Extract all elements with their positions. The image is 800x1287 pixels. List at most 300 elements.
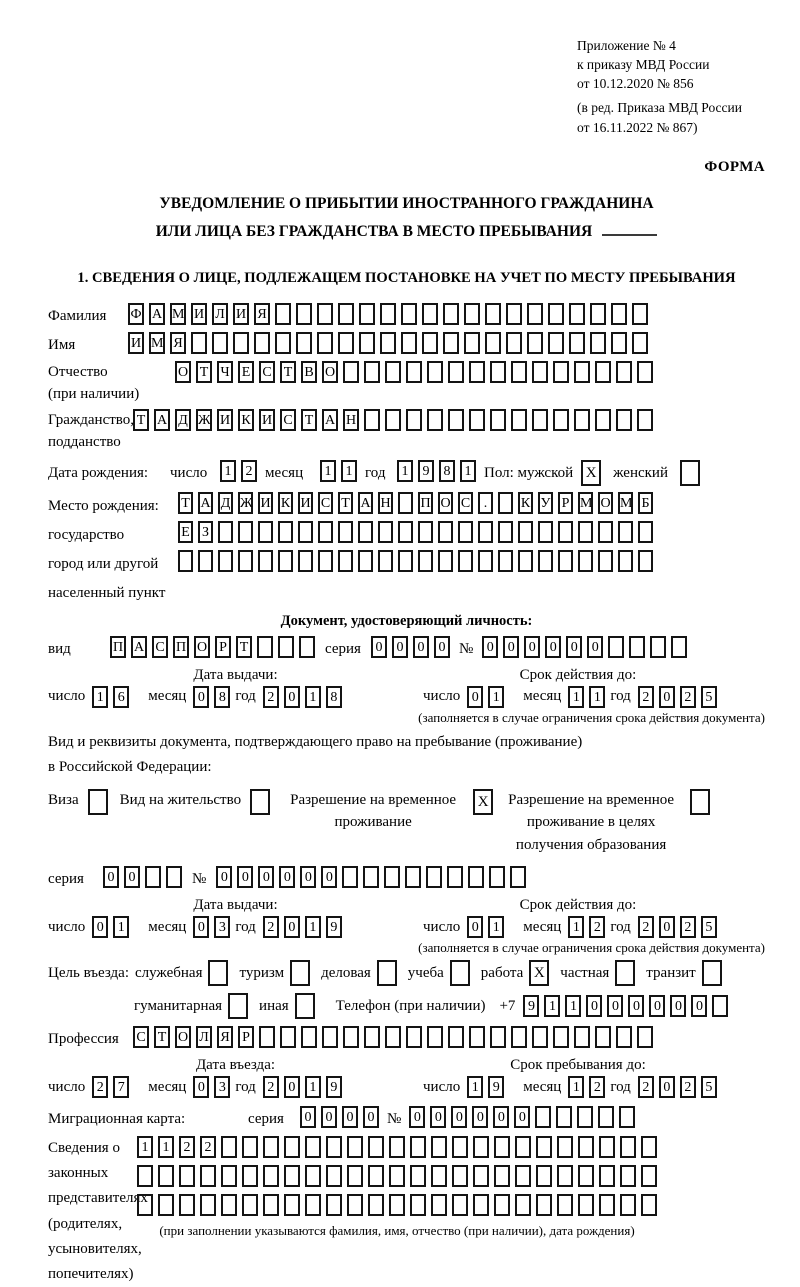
char-cell[interactable]: 1 [113, 916, 129, 938]
char-cell[interactable]: И [191, 303, 207, 325]
purpose-inaya-checkbox[interactable] [295, 993, 315, 1019]
char-cell[interactable]: 0 [659, 1076, 675, 1098]
char-cell[interactable] [629, 636, 645, 658]
char-cell[interactable]: 0 [586, 995, 602, 1017]
char-cell[interactable] [452, 1136, 468, 1158]
char-cell[interactable]: 1 [220, 460, 236, 482]
char-cell[interactable]: 0 [124, 866, 140, 888]
char-cell[interactable] [616, 409, 632, 431]
char-cell[interactable] [574, 1026, 590, 1048]
char-cell[interactable]: 1 [488, 686, 504, 708]
temporary-residence-education-checkbox[interactable] [690, 789, 710, 815]
char-cell[interactable] [380, 303, 396, 325]
char-cell[interactable]: 8 [214, 686, 230, 708]
char-cell[interactable] [318, 521, 333, 543]
char-cell[interactable] [200, 1194, 216, 1216]
char-cell[interactable] [443, 332, 459, 354]
char-cell[interactable] [527, 332, 543, 354]
char-cell[interactable] [464, 332, 480, 354]
char-cell[interactable] [275, 303, 291, 325]
char-cell[interactable] [426, 866, 442, 888]
char-cell[interactable] [556, 1106, 572, 1128]
char-cell[interactable] [284, 1165, 300, 1187]
char-cell[interactable] [406, 361, 422, 383]
char-cell[interactable] [347, 1165, 363, 1187]
char-cell[interactable] [254, 332, 270, 354]
char-cell[interactable]: Т [236, 636, 252, 658]
char-cell[interactable] [317, 303, 333, 325]
char-cell[interactable]: О [598, 492, 613, 514]
char-cell[interactable]: 6 [113, 686, 129, 708]
char-cell[interactable]: 0 [434, 636, 450, 658]
char-cell[interactable]: 1 [92, 686, 108, 708]
char-cell[interactable] [368, 1194, 384, 1216]
char-cell[interactable] [494, 1136, 510, 1158]
char-cell[interactable]: С [318, 492, 333, 514]
char-cell[interactable] [478, 550, 493, 572]
char-cell[interactable]: М [149, 332, 165, 354]
char-cell[interactable] [611, 303, 627, 325]
char-cell[interactable] [557, 1194, 573, 1216]
char-cell[interactable] [473, 1194, 489, 1216]
char-cell[interactable] [536, 1136, 552, 1158]
char-cell[interactable]: 2 [263, 916, 279, 938]
char-cell[interactable]: М [578, 492, 593, 514]
char-cell[interactable]: И [217, 409, 233, 431]
char-cell[interactable] [318, 550, 333, 572]
char-cell[interactable]: Т [178, 492, 193, 514]
char-cell[interactable]: 0 [284, 916, 300, 938]
char-cell[interactable]: 5 [701, 686, 717, 708]
char-cell[interactable]: 0 [413, 636, 429, 658]
char-cell[interactable] [145, 866, 161, 888]
char-cell[interactable] [364, 1026, 380, 1048]
char-cell[interactable]: 0 [321, 1106, 337, 1128]
char-cell[interactable] [427, 1026, 443, 1048]
char-cell[interactable] [137, 1165, 153, 1187]
visa-checkbox[interactable] [88, 789, 108, 815]
char-cell[interactable]: П [418, 492, 433, 514]
char-cell[interactable] [200, 1165, 216, 1187]
char-cell[interactable] [447, 866, 463, 888]
char-cell[interactable]: О [322, 361, 338, 383]
char-cell[interactable] [590, 303, 606, 325]
char-cell[interactable]: 7 [113, 1076, 129, 1098]
char-cell[interactable]: О [438, 492, 453, 514]
char-cell[interactable] [538, 550, 553, 572]
char-cell[interactable]: 3 [214, 916, 230, 938]
char-cell[interactable] [458, 550, 473, 572]
char-cell[interactable]: 3 [214, 1076, 230, 1098]
char-cell[interactable]: С [280, 409, 296, 431]
char-cell[interactable]: И [259, 409, 275, 431]
char-cell[interactable]: 0 [103, 866, 119, 888]
char-cell[interactable] [578, 550, 593, 572]
char-cell[interactable]: А [358, 492, 373, 514]
char-cell[interactable]: 2 [589, 1076, 605, 1098]
char-cell[interactable]: 0 [284, 686, 300, 708]
char-cell[interactable]: 0 [493, 1106, 509, 1128]
char-cell[interactable]: 0 [193, 916, 209, 938]
char-cell[interactable] [343, 361, 359, 383]
char-cell[interactable] [712, 995, 728, 1017]
char-cell[interactable] [380, 332, 396, 354]
char-cell[interactable]: Р [238, 1026, 254, 1048]
char-cell[interactable] [398, 492, 413, 514]
char-cell[interactable]: 0 [237, 866, 253, 888]
char-cell[interactable] [506, 332, 522, 354]
char-cell[interactable] [548, 303, 564, 325]
char-cell[interactable] [301, 1026, 317, 1048]
char-cell[interactable] [358, 550, 373, 572]
char-cell[interactable] [284, 1136, 300, 1158]
char-cell[interactable]: М [618, 492, 633, 514]
char-cell[interactable] [598, 521, 613, 543]
char-cell[interactable]: Я [217, 1026, 233, 1048]
char-cell[interactable] [511, 361, 527, 383]
char-cell[interactable] [637, 409, 653, 431]
char-cell[interactable]: К [518, 492, 533, 514]
char-cell[interactable] [443, 303, 459, 325]
char-cell[interactable]: 0 [467, 686, 483, 708]
char-cell[interactable] [619, 1106, 635, 1128]
char-cell[interactable] [347, 1194, 363, 1216]
char-cell[interactable] [326, 1165, 342, 1187]
char-cell[interactable] [242, 1194, 258, 1216]
char-cell[interactable] [427, 409, 443, 431]
char-cell[interactable] [515, 1194, 531, 1216]
char-cell[interactable] [511, 1026, 527, 1048]
char-cell[interactable]: П [173, 636, 189, 658]
char-cell[interactable] [632, 332, 648, 354]
char-cell[interactable] [535, 1106, 551, 1128]
char-cell[interactable]: 0 [300, 1106, 316, 1128]
char-cell[interactable] [473, 1136, 489, 1158]
char-cell[interactable] [298, 521, 313, 543]
char-cell[interactable] [305, 1136, 321, 1158]
char-cell[interactable] [364, 409, 380, 431]
char-cell[interactable]: 0 [649, 995, 665, 1017]
char-cell[interactable]: И [128, 332, 144, 354]
char-cell[interactable] [263, 1194, 279, 1216]
char-cell[interactable] [527, 303, 543, 325]
char-cell[interactable] [638, 521, 653, 543]
char-cell[interactable] [569, 332, 585, 354]
char-cell[interactable] [221, 1165, 237, 1187]
char-cell[interactable]: С [152, 636, 168, 658]
char-cell[interactable]: 0 [342, 1106, 358, 1128]
char-cell[interactable] [618, 550, 633, 572]
char-cell[interactable]: 0 [503, 636, 519, 658]
char-cell[interactable]: 2 [680, 686, 696, 708]
char-cell[interactable]: 1 [568, 916, 584, 938]
char-cell[interactable] [385, 1026, 401, 1048]
char-cell[interactable] [326, 1194, 342, 1216]
sex-male-checkbox[interactable]: X [581, 460, 601, 486]
char-cell[interactable]: 1 [397, 460, 413, 482]
char-cell[interactable] [338, 303, 354, 325]
char-cell[interactable] [431, 1194, 447, 1216]
char-cell[interactable]: 1 [137, 1136, 153, 1158]
char-cell[interactable] [378, 521, 393, 543]
char-cell[interactable] [574, 409, 590, 431]
char-cell[interactable] [448, 361, 464, 383]
char-cell[interactable] [398, 550, 413, 572]
char-cell[interactable] [385, 361, 401, 383]
char-cell[interactable] [616, 1026, 632, 1048]
char-cell[interactable] [616, 361, 632, 383]
char-cell[interactable]: Ж [196, 409, 212, 431]
char-cell[interactable]: 2 [680, 916, 696, 938]
char-cell[interactable]: 5 [701, 1076, 717, 1098]
char-cell[interactable] [326, 1136, 342, 1158]
char-cell[interactable]: 0 [482, 636, 498, 658]
char-cell[interactable]: Т [196, 361, 212, 383]
char-cell[interactable]: Т [133, 409, 149, 431]
char-cell[interactable] [278, 521, 293, 543]
char-cell[interactable] [343, 1026, 359, 1048]
char-cell[interactable] [242, 1136, 258, 1158]
char-cell[interactable]: 0 [92, 916, 108, 938]
char-cell[interactable] [671, 636, 687, 658]
char-cell[interactable]: 0 [216, 866, 232, 888]
purpose-tranzit-checkbox[interactable] [702, 960, 722, 986]
char-cell[interactable] [363, 866, 379, 888]
char-cell[interactable] [452, 1165, 468, 1187]
char-cell[interactable] [485, 332, 501, 354]
char-cell[interactable]: Я [254, 303, 270, 325]
char-cell[interactable]: И [258, 492, 273, 514]
char-cell[interactable] [178, 550, 193, 572]
char-cell[interactable] [469, 361, 485, 383]
char-cell[interactable] [296, 332, 312, 354]
char-cell[interactable] [638, 550, 653, 572]
char-cell[interactable] [632, 303, 648, 325]
char-cell[interactable]: О [175, 1026, 191, 1048]
char-cell[interactable] [405, 866, 421, 888]
char-cell[interactable] [620, 1136, 636, 1158]
char-cell[interactable] [258, 521, 273, 543]
char-cell[interactable]: 2 [589, 916, 605, 938]
char-cell[interactable] [553, 361, 569, 383]
char-cell[interactable]: Д [218, 492, 233, 514]
char-cell[interactable] [284, 1194, 300, 1216]
purpose-turizm-checkbox[interactable] [290, 960, 310, 986]
char-cell[interactable]: 0 [430, 1106, 446, 1128]
char-cell[interactable] [538, 521, 553, 543]
char-cell[interactable] [257, 636, 273, 658]
char-cell[interactable] [536, 1194, 552, 1216]
char-cell[interactable] [280, 1026, 296, 1048]
char-cell[interactable] [489, 866, 505, 888]
char-cell[interactable] [577, 1106, 593, 1128]
char-cell[interactable] [637, 1026, 653, 1048]
char-cell[interactable] [431, 1165, 447, 1187]
char-cell[interactable]: Т [301, 409, 317, 431]
char-cell[interactable] [338, 550, 353, 572]
char-cell[interactable] [278, 550, 293, 572]
char-cell[interactable] [368, 1165, 384, 1187]
char-cell[interactable]: . [478, 492, 493, 514]
char-cell[interactable] [641, 1165, 657, 1187]
temporary-residence-checkbox[interactable]: X [473, 789, 493, 815]
char-cell[interactable] [558, 550, 573, 572]
char-cell[interactable] [510, 866, 526, 888]
char-cell[interactable]: 9 [326, 1076, 342, 1098]
char-cell[interactable] [650, 636, 666, 658]
char-cell[interactable] [305, 1194, 321, 1216]
char-cell[interactable] [515, 1136, 531, 1158]
char-cell[interactable] [258, 550, 273, 572]
char-cell[interactable] [398, 521, 413, 543]
char-cell[interactable] [166, 866, 182, 888]
char-cell[interactable] [548, 332, 564, 354]
char-cell[interactable] [506, 303, 522, 325]
char-cell[interactable] [494, 1194, 510, 1216]
char-cell[interactable] [242, 1165, 258, 1187]
char-cell[interactable] [418, 550, 433, 572]
char-cell[interactable] [578, 1194, 594, 1216]
char-cell[interactable] [438, 550, 453, 572]
char-cell[interactable]: 1 [568, 686, 584, 708]
char-cell[interactable] [515, 1165, 531, 1187]
char-cell[interactable]: 1 [467, 1076, 483, 1098]
char-cell[interactable] [358, 521, 373, 543]
char-cell[interactable]: А [154, 409, 170, 431]
char-cell[interactable] [608, 636, 624, 658]
char-cell[interactable] [599, 1194, 615, 1216]
char-cell[interactable] [418, 521, 433, 543]
char-cell[interactable]: 0 [284, 1076, 300, 1098]
char-cell[interactable] [448, 1026, 464, 1048]
char-cell[interactable] [137, 1194, 153, 1216]
char-cell[interactable] [569, 303, 585, 325]
char-cell[interactable] [347, 1136, 363, 1158]
char-cell[interactable] [238, 521, 253, 543]
char-cell[interactable] [595, 409, 611, 431]
char-cell[interactable]: 0 [545, 636, 561, 658]
char-cell[interactable] [553, 1026, 569, 1048]
char-cell[interactable]: 0 [258, 866, 274, 888]
char-cell[interactable]: 0 [371, 636, 387, 658]
char-cell[interactable]: С [458, 492, 473, 514]
char-cell[interactable] [338, 521, 353, 543]
char-cell[interactable]: 8 [326, 686, 342, 708]
char-cell[interactable]: Ж [238, 492, 253, 514]
char-cell[interactable]: 2 [179, 1136, 195, 1158]
char-cell[interactable]: В [301, 361, 317, 383]
char-cell[interactable] [578, 1136, 594, 1158]
char-cell[interactable] [511, 409, 527, 431]
char-cell[interactable] [498, 550, 513, 572]
purpose-rabota-checkbox[interactable]: X [529, 960, 549, 986]
char-cell[interactable]: 0 [670, 995, 686, 1017]
char-cell[interactable]: Ч [217, 361, 233, 383]
char-cell[interactable]: Л [196, 1026, 212, 1048]
char-cell[interactable]: Е [238, 361, 254, 383]
char-cell[interactable] [401, 303, 417, 325]
char-cell[interactable]: 1 [544, 995, 560, 1017]
char-cell[interactable] [473, 1165, 489, 1187]
purpose-chastnaya-checkbox[interactable] [615, 960, 635, 986]
char-cell[interactable]: 1 [568, 1076, 584, 1098]
char-cell[interactable]: 1 [305, 1076, 321, 1098]
char-cell[interactable]: К [238, 409, 254, 431]
char-cell[interactable] [221, 1136, 237, 1158]
char-cell[interactable]: Н [378, 492, 393, 514]
char-cell[interactable]: Т [280, 361, 296, 383]
char-cell[interactable]: 0 [279, 866, 295, 888]
char-cell[interactable]: 0 [607, 995, 623, 1017]
char-cell[interactable]: Ф [128, 303, 144, 325]
purpose-gumanitarnaya-checkbox[interactable] [228, 993, 248, 1019]
char-cell[interactable] [359, 332, 375, 354]
char-cell[interactable] [263, 1165, 279, 1187]
char-cell[interactable] [557, 1165, 573, 1187]
char-cell[interactable]: Т [338, 492, 353, 514]
char-cell[interactable] [296, 303, 312, 325]
char-cell[interactable] [578, 521, 593, 543]
char-cell[interactable] [448, 409, 464, 431]
char-cell[interactable]: 2 [638, 916, 654, 938]
char-cell[interactable] [359, 303, 375, 325]
char-cell[interactable]: Е [178, 521, 193, 543]
char-cell[interactable]: 9 [418, 460, 434, 482]
char-cell[interactable] [427, 361, 443, 383]
char-cell[interactable]: А [198, 492, 213, 514]
char-cell[interactable]: Р [215, 636, 231, 658]
char-cell[interactable]: 1 [488, 916, 504, 938]
char-cell[interactable]: С [133, 1026, 149, 1048]
char-cell[interactable] [218, 550, 233, 572]
char-cell[interactable] [317, 332, 333, 354]
sex-female-checkbox[interactable] [680, 460, 700, 486]
char-cell[interactable] [406, 1026, 422, 1048]
char-cell[interactable] [498, 492, 513, 514]
char-cell[interactable]: 0 [193, 1076, 209, 1098]
char-cell[interactable] [179, 1194, 195, 1216]
char-cell[interactable]: 0 [300, 866, 316, 888]
char-cell[interactable] [458, 521, 473, 543]
char-cell[interactable]: 0 [472, 1106, 488, 1128]
char-cell[interactable]: Т [154, 1026, 170, 1048]
char-cell[interactable] [574, 361, 590, 383]
char-cell[interactable]: 1 [341, 460, 357, 482]
char-cell[interactable] [338, 332, 354, 354]
char-cell[interactable] [431, 1136, 447, 1158]
char-cell[interactable] [422, 303, 438, 325]
char-cell[interactable]: 1 [589, 686, 605, 708]
char-cell[interactable]: 1 [305, 686, 321, 708]
char-cell[interactable]: К [278, 492, 293, 514]
char-cell[interactable] [618, 521, 633, 543]
char-cell[interactable] [599, 1165, 615, 1187]
char-cell[interactable] [536, 1165, 552, 1187]
char-cell[interactable] [368, 1136, 384, 1158]
char-cell[interactable] [532, 409, 548, 431]
char-cell[interactable] [590, 332, 606, 354]
char-cell[interactable] [478, 521, 493, 543]
char-cell[interactable] [422, 332, 438, 354]
char-cell[interactable] [401, 332, 417, 354]
char-cell[interactable] [518, 521, 533, 543]
char-cell[interactable]: 2 [263, 1076, 279, 1098]
char-cell[interactable]: 0 [193, 686, 209, 708]
char-cell[interactable] [263, 1136, 279, 1158]
char-cell[interactable] [410, 1165, 426, 1187]
char-cell[interactable] [557, 1136, 573, 1158]
char-cell[interactable] [490, 361, 506, 383]
